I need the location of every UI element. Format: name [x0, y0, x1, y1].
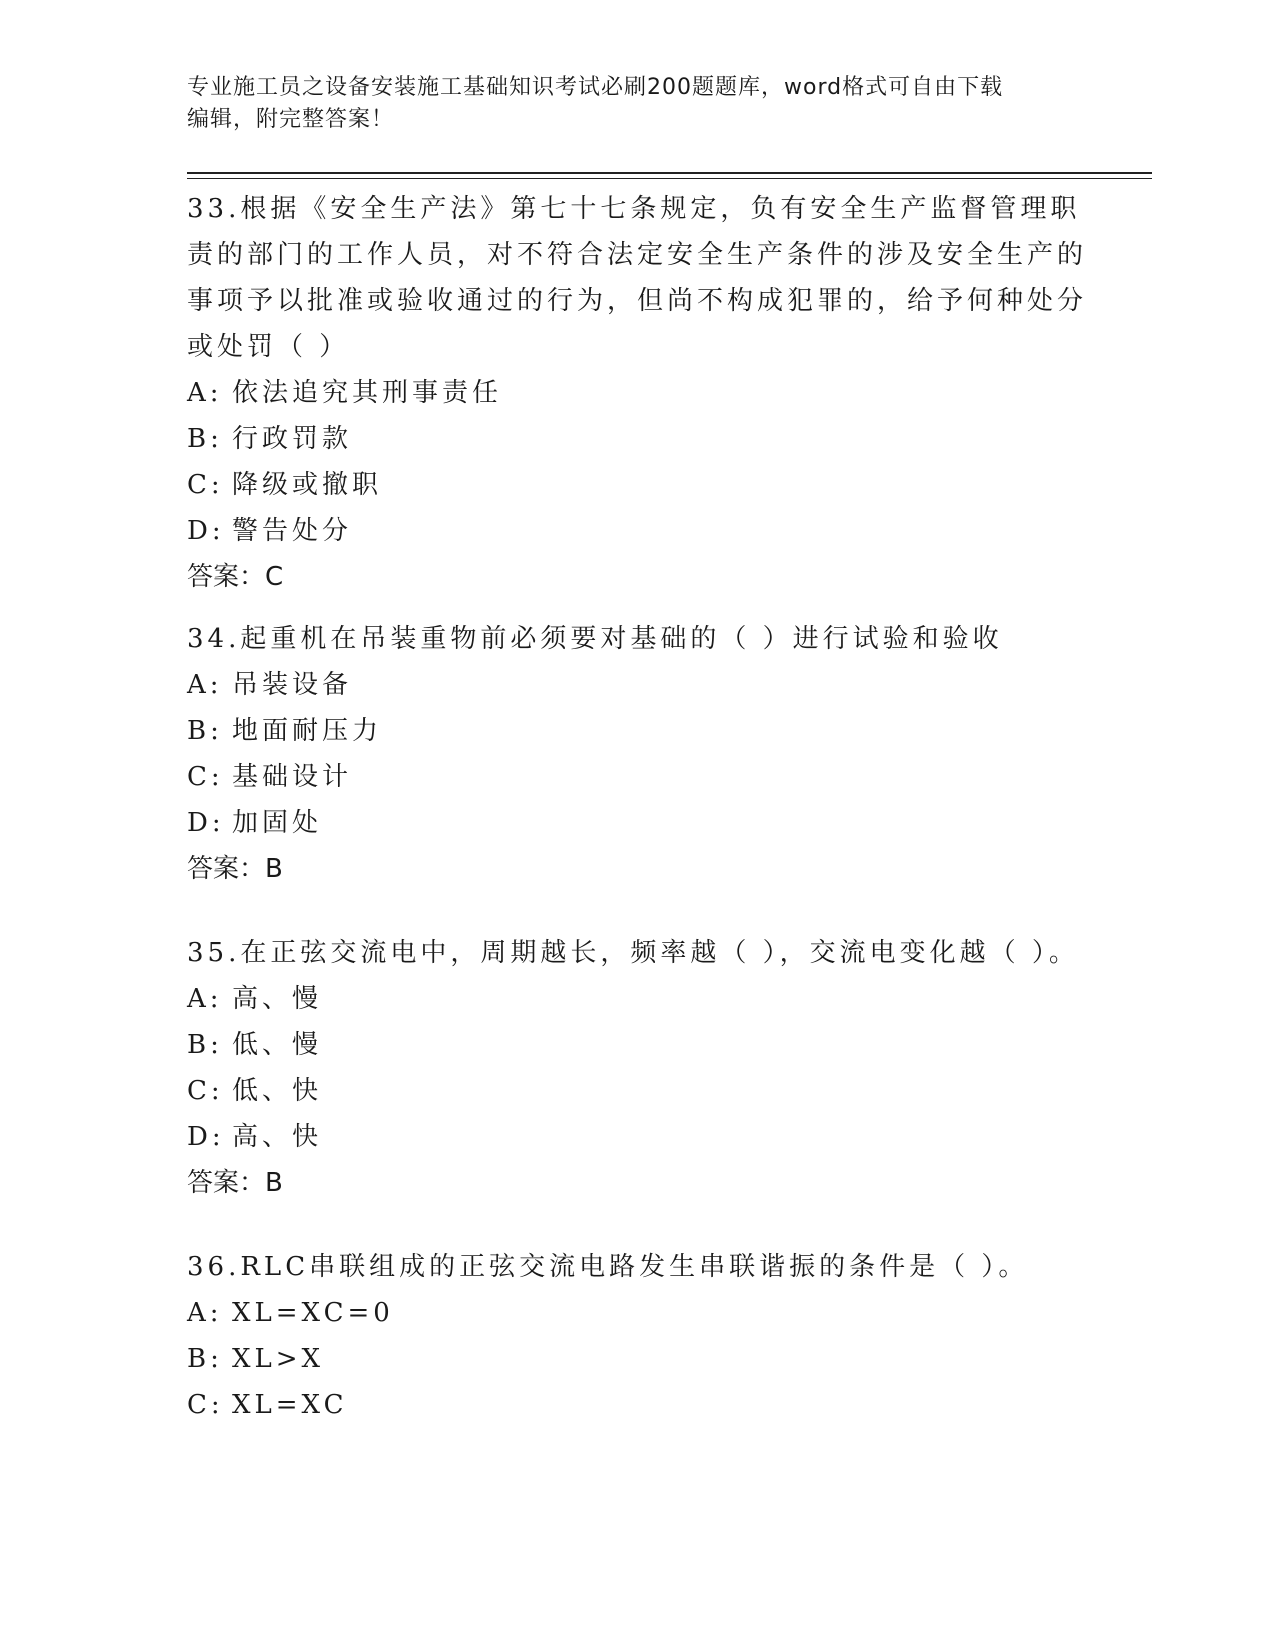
option-letter: A:	[187, 378, 223, 408]
option-a	[187, 1290, 1087, 1336]
question-text: 36.RLC串联组成的正弦交流电路发生串联谐振的条件是（ ）。	[187, 1252, 1029, 1282]
option-b	[187, 1022, 1087, 1068]
question-text: 34.起重机在吊装重物前必须要对基础的（ ）进行试验和验收	[187, 624, 1003, 654]
option-text: 警告处分	[232, 516, 353, 546]
header-divider-bottom	[187, 178, 1152, 179]
option-text: 低、慢	[232, 1030, 323, 1060]
option-letter: C:	[187, 1076, 224, 1106]
option-text: XL>X	[232, 1344, 325, 1374]
question-text: 33.根据《安全生产法》第七十七条规定，负有安全生产监督管理职责的部门的工作人员，对不符合法定安全生产条件的涉及安全生产的事项予以批准或验收通过的行为，但尚不构成犯罪的，给予何种处分或处罚（ ）	[187, 194, 1088, 362]
option-text: 加固处	[232, 808, 323, 838]
header-line-1: 专业施工员之设备安装施工基础知识考试必刷200题题库，word格式可自由下载	[187, 75, 1004, 100]
option-text: 基础设计	[232, 762, 353, 792]
question-36	[187, 1244, 1087, 1428]
option-text: 低、快	[232, 1076, 323, 1106]
option-letter: C:	[187, 762, 224, 792]
option-text: 行政罚款	[232, 424, 353, 454]
option-c	[187, 754, 1087, 800]
option-letter: D:	[187, 1122, 225, 1152]
option-letter: B:	[187, 424, 223, 454]
option-letter: A:	[187, 1298, 223, 1328]
answer: 答案：B	[187, 854, 283, 884]
option-a	[187, 976, 1087, 1022]
option-c	[187, 1382, 1087, 1428]
option-c	[187, 462, 1087, 508]
option-text: 高、快	[232, 1122, 323, 1152]
option-letter: C:	[187, 470, 224, 500]
answer: 答案：C	[187, 562, 284, 592]
option-text: 地面耐压力	[232, 716, 383, 746]
header-line-2: 编辑，附完整答案！	[187, 107, 395, 132]
option-a	[187, 662, 1087, 708]
option-c	[187, 1068, 1087, 1114]
option-b	[187, 708, 1087, 754]
option-letter: B:	[187, 1030, 223, 1060]
option-letter: A:	[187, 670, 223, 700]
option-text: XL=XC=0	[232, 1298, 394, 1328]
answer: 答案：B	[187, 1168, 283, 1198]
option-text: 降级或撤职	[232, 470, 383, 500]
option-b	[187, 416, 1087, 462]
option-letter: D:	[187, 808, 225, 838]
question-text: 35.在正弦交流电中，周期越长，频率越（ ），交流电变化越（ ）。	[187, 938, 1079, 968]
question-33	[187, 186, 1087, 600]
header-divider-top	[187, 172, 1152, 174]
option-letter: B:	[187, 716, 223, 746]
document-header	[187, 72, 1087, 136]
option-text: 依法追究其刑事责任	[232, 378, 503, 408]
option-d	[187, 508, 1087, 554]
option-text: 高、慢	[232, 984, 323, 1014]
question-34	[187, 616, 1087, 892]
option-d	[187, 1114, 1087, 1160]
option-letter: D:	[187, 516, 225, 546]
option-text: 吊装设备	[232, 670, 353, 700]
option-letter: B:	[187, 1344, 223, 1374]
option-a	[187, 370, 1087, 416]
question-35	[187, 930, 1087, 1206]
option-b	[187, 1336, 1087, 1382]
option-letter: A:	[187, 984, 223, 1014]
option-text: XL=XC	[232, 1390, 348, 1420]
option-letter: C:	[187, 1390, 224, 1420]
option-d	[187, 800, 1087, 846]
